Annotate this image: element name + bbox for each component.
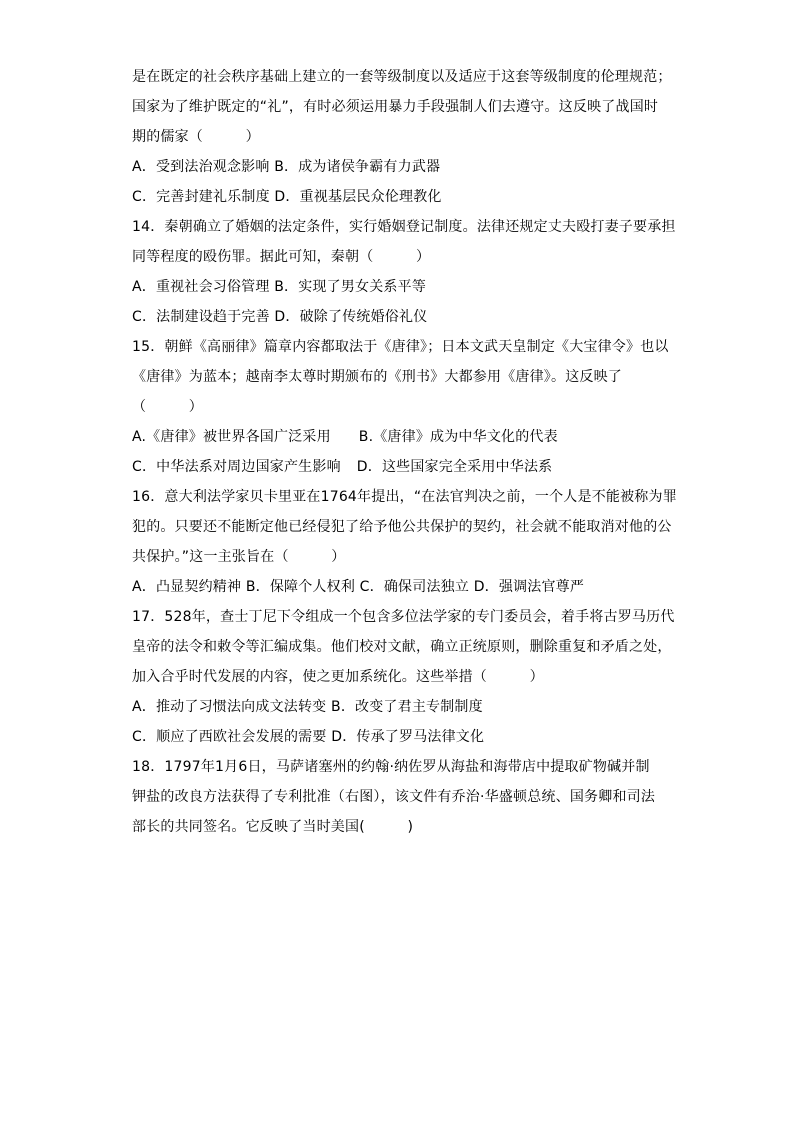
q14-options-ab: A．重视社会习俗管理 B．实现了男女关系平等 [132, 279, 427, 295]
text-line: 国家为了维护既定的“礼”，有时必须运用暴力手段强制人们去遵守。这反映了战国时 [132, 99, 659, 115]
q15-stem: 15．朝鲜《高丽律》篇章内容都取法于《唐律》；日本文武天皇制定《大宝律令》也以 [132, 339, 669, 355]
text-line: 部长的共同签名。它反映了当时美国( ) [132, 819, 414, 835]
text-line: 《唐律》为蓝本；越南李太尊时期颁布的《刑书》大都参用《唐律》。这反映了 [132, 369, 622, 385]
option-a: A.《唐律》被世界各国广泛采用 [132, 429, 331, 445]
text-line: 加入合乎时代发展的内容，使之更加系统化。这些举措（ ） [132, 669, 544, 685]
q14-options-cd: C．法制建设趋于完善 D．破除了传统婚俗礼仪 [132, 309, 428, 325]
text-line: 是在既定的社会秩序基础上建立的一套等级制度以及适应于这套等级制度的伦理规范； [132, 69, 672, 85]
q15-options-cd [132, 452, 672, 482]
document-page [132, 62, 677, 842]
text-line: 同等程度的殴伤罪。据此可知，秦朝（ ） [132, 249, 431, 265]
text-line: 共保护。”这一主张旨在（ ） [132, 549, 346, 565]
q16-stem: 16．意大利法学家贝卡里亚在1764年提出，“在法官判决之前，一个人是不能被称为罪 [132, 489, 677, 505]
text-line: 钾盐的改良方法获得了专利批准（右图），该文件有乔治·华盛顿总统、国务卿和司法 [132, 789, 656, 805]
q17-options-cd: C．顺应了西欧社会发展的需要 D．传承了罗马法律文化 [132, 729, 485, 745]
q16-options: A．凸显契约精神 B．保障个人权利 C．确保司法独立 D．强调法官尊严 [132, 579, 585, 595]
text-line: 犯的。只要还不能断定他已经侵犯了给予他公共保护的契约，社会就不能取消对他的公 [132, 519, 672, 535]
q17-stem: 17．528年，查士丁尼下令组成一个包含多位法学家的专门委员会，着手将古罗马历代 [132, 609, 675, 625]
q14-stem: 14．秦朝确立了婚姻的法定条件，实行婚姻登记制度。法律还规定丈夫殴打妻子要承担 [132, 219, 676, 235]
q15-options-ab [132, 422, 672, 452]
q13-options-ab: A．受到法治观念影响 B．成为诸侯争霸有力武器 [132, 159, 441, 175]
option-d: D．这些国家完全采用中华法系 [356, 459, 553, 475]
option-c: C．中华法系对周边国家产生影响 [132, 459, 341, 475]
q17-options-ab: A．推动了习惯法向成文法转变 B．改变了君主专制制度 [132, 699, 483, 715]
q13-options-cd: C．完善封建礼乐制度 D．重视基层民众伦理教化 [132, 189, 442, 205]
q18-stem: 18．1797年1月6日，马萨诸塞州的约翰·纳佐罗从海盐和海带店中提取矿物碱并制 [132, 759, 650, 775]
option-b: B.《唐律》成为中华文化的代表 [358, 429, 558, 445]
text-line: 期的儒家（ ） [132, 129, 260, 145]
text-line: 皇帝的法令和敕令等汇编成集。他们校对文献，确立正统原则，删除重复和矛盾之处， [132, 639, 672, 655]
text-line: （ ） [132, 399, 203, 415]
